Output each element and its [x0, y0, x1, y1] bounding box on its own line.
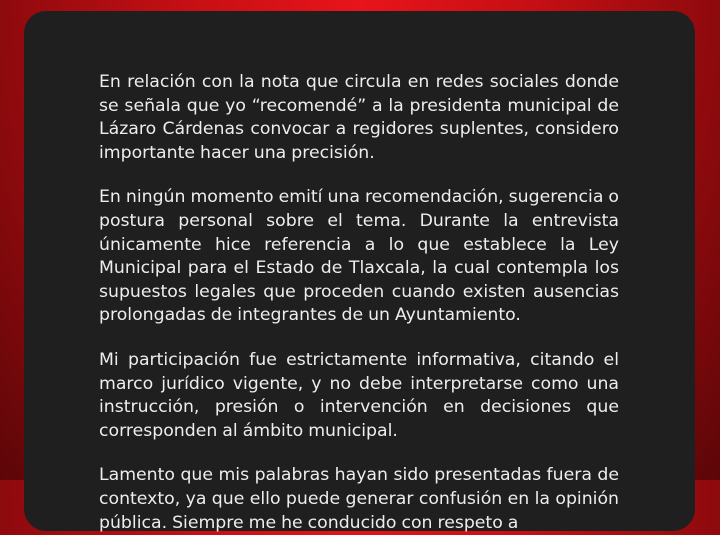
statement-card	[24, 11, 695, 531]
statement-paragraph-4: Lamento que mis palabras hayan sido presentadas fuera de contexto, ya que ello puede generar confusión en la opinión pública. Siempre me he conducido con respeto a	[99, 465, 619, 533]
statement-paragraph-3: Mi participación fue estrictamente informativa, citando el marco jurídico vigente, y no debe interpretarse como una instrucción, presión o intervención en decisiones que corresponden al ámbito municipal.	[99, 349, 619, 441]
statement-paragraph-1: En relación con la nota que circula en redes sociales donde se señala que yo “recomendé” a la presidenta municipal de Lázaro Cárdenas convocar a regidores suplentes, considero importante hacer una precisión.	[99, 72, 619, 163]
statement-paragraph-2: En ningún momento emití una recomendación, sugerencia o postura personal sobre el tema. Durante la entrevista únicamente hice referencia a lo que establece la Ley Municipal para el Estado de Tlaxcala, la cual contempla los supuestos legales que proceden cuando existen ausencias prolongadas de integrantes de un Ayuntamiento.	[99, 187, 619, 326]
